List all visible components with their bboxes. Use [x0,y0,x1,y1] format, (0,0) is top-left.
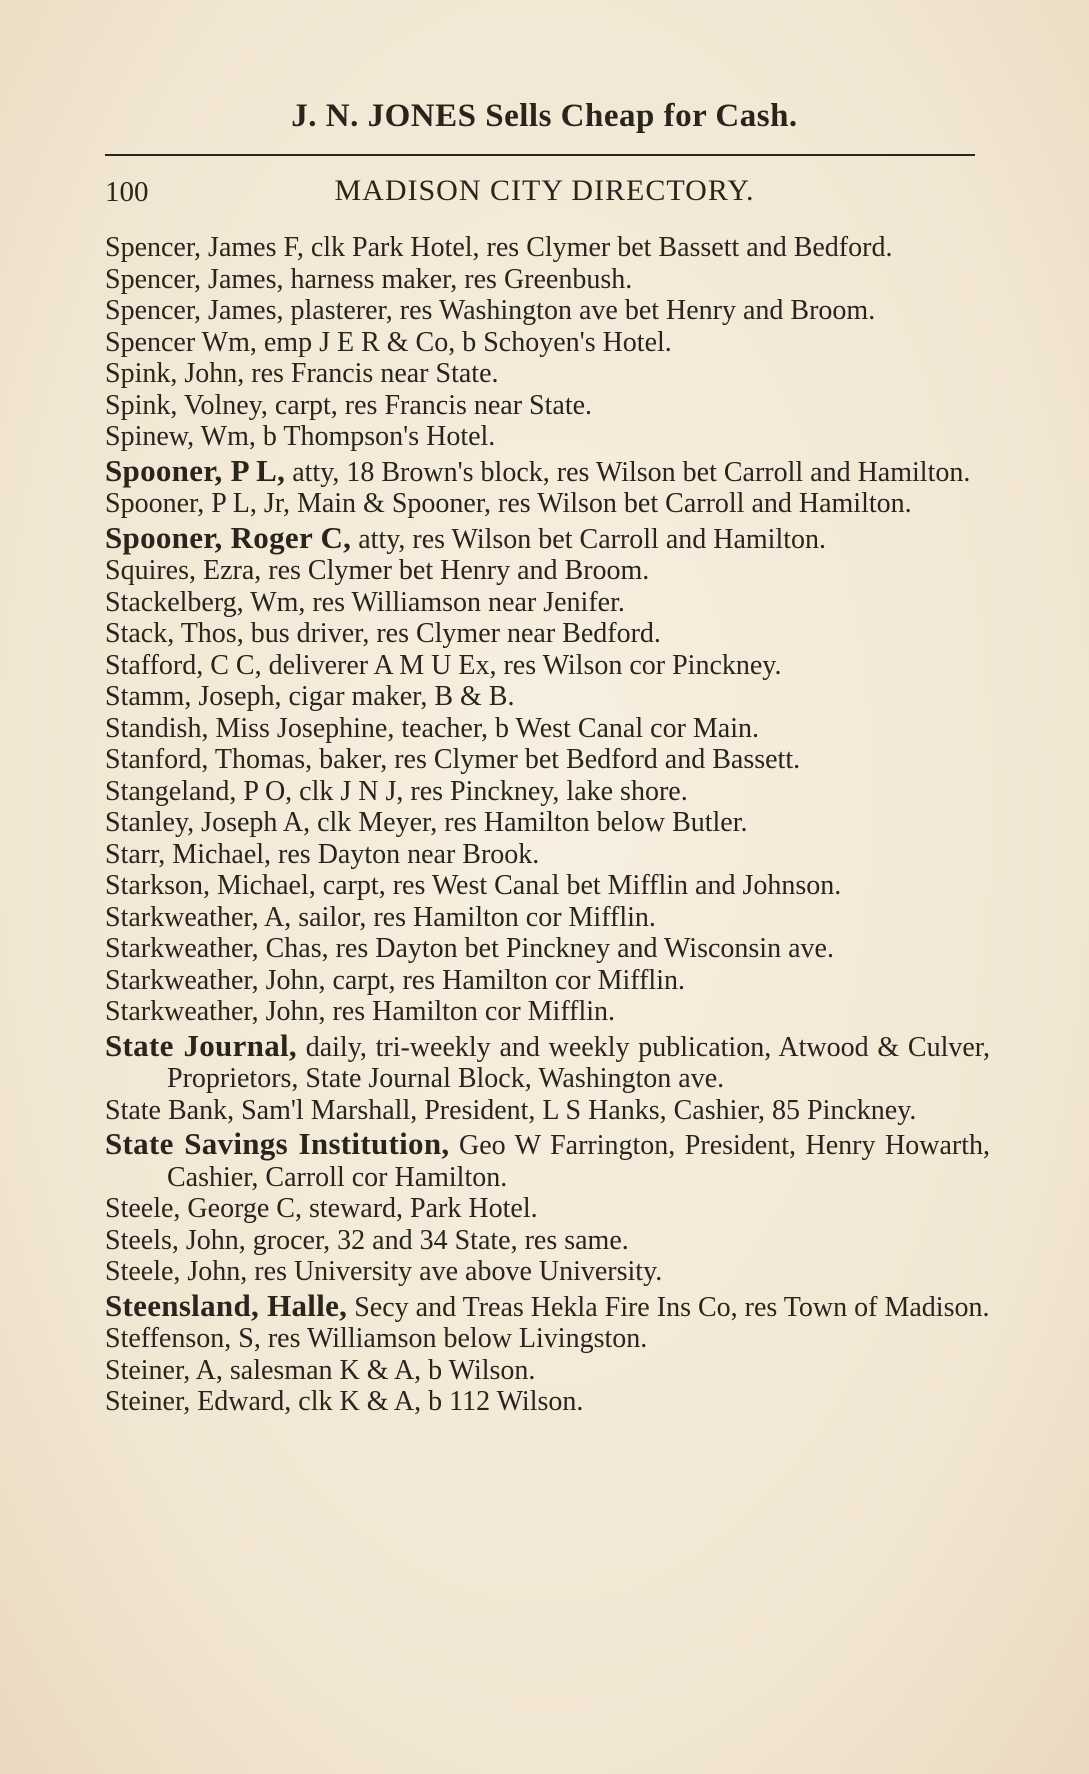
directory-entry [105,1193,990,1225]
directory-entry [105,650,990,682]
entry-text: Steiner, A, salesman K & A, b Wilson. [105,1354,536,1386]
directory-entry [105,1027,990,1095]
directory-entry [105,295,990,327]
entry-text: Spink, John, res Francis near State. [105,358,499,389]
directory-entry [105,232,990,264]
directory-entry [105,1095,990,1127]
running-head: J. N. JONES Sells Cheap for Cash. [291,98,798,134]
entry-text: Steels, John, grocer, 32 and 34 State, res same. [105,1224,629,1256]
entry-text: Starkson, Michael, carpt, res West Canal bet Mifflin and Johnson. [105,870,842,901]
directory-entry [105,1128,990,1193]
entry-text: Stanford, Thomas, baker, res Clymer bet Bedford and Bassett. [105,744,801,775]
header-rule [105,154,975,156]
directory-entry [105,713,990,745]
directory-entry [105,327,990,359]
directory-entry [105,264,990,296]
entry-text: Steele, George C, steward, Park Hotel. [105,1193,538,1224]
entry-text: Spencer, James, plasterer, res Washington ave bet Henry and Broom. [105,295,876,326]
directory-entry [105,965,990,997]
directory-entry [105,870,990,902]
entry-text: Stack, Thos, bus driver, res Clymer near Bedford. [105,618,661,649]
entry-text: Spencer Wm, emp J E R & Co, b Schoyen's Hotel. [105,326,672,358]
directory-entry [105,488,990,520]
entry-text: Starr, Michael, res Dayton near Brook. [105,838,540,870]
directory-entry [105,933,990,965]
entry-text: Secy and Treas Hekla Fire Ins Co, res Town of Madison. [347,1291,990,1323]
directory-entry [105,902,990,934]
entry-text: Spinew, Wm, b Thompson's Hotel. [105,421,496,452]
entry-text: State Bank, Sam'l Marshall, President, L S Hanks, Cashier, 85 Pinckney. [105,1094,917,1126]
entry-text: Spencer, James F, clk Park Hotel, res Clymer bet Bassett and Bedford. [105,232,893,263]
directory-entry [105,839,990,871]
directory-entry [105,555,990,587]
entry-text: Starkweather, John, res Hamilton cor Mifflin. [105,996,616,1027]
directory-entry [105,744,990,776]
directory-entry [105,681,990,713]
entry-text: Steffenson, S, res Williamson below Livingston. [105,1323,648,1354]
entry-text: Spencer, James, harness maker, res Greenbush. [105,263,633,295]
directory-entry [105,1355,990,1387]
entry-text: Spooner, P L, Jr, Main & Spooner, res Wilson bet Carroll and Hamilton. [105,488,912,519]
entry-text: Steiner, Edward, clk K & A, b 112 Wilson. [105,1386,584,1417]
entry-text: Stangeland, P O, clk J N J, res Pinckney, lake shore. [105,775,688,807]
directory-entry [105,421,990,453]
directory-entry [105,996,990,1028]
entry-text: Geo W Farrington, President, Henry Howarth, Cashier, Carroll cor Hamilton. [167,1130,990,1193]
directory-entry [105,1386,990,1418]
directory-entry [105,1225,990,1257]
entry-text: Squires, Ezra, res Clymer bet Henry and Broom. [105,555,650,586]
entry-text: Stanley, Joseph A, clk Meyer, res Hamilton below Butler. [105,807,748,838]
entry-text: Stackelberg, Wm, res Williamson near Jenifer. [105,586,625,618]
directory-entry [105,587,990,619]
directory-entries [105,232,990,1418]
entry-text: Starkweather, John, carpt, res Hamilton cor Mifflin. [105,964,685,996]
entry-text: daily, tri-weekly and weekly publication, Atwood & Culver, Proprietors, State Journal Block, Washington ave. [167,1031,990,1094]
entry-text: Stafford, C C, deliverer A M U Ex, res Wilson cor Pinckney. [105,649,782,681]
entry-bold-name: Spooner, P L, [105,452,286,488]
entry-bold-name: State Journal, [105,1027,297,1063]
directory-entry [105,390,990,422]
entry-text: atty, res Wilson bet Carroll and Hamilton. [351,523,827,555]
entry-bold-name: State Savings Institution, [105,1126,450,1161]
directory-entry [105,358,990,390]
entry-text: atty, 18 Brown's block, res Wilson bet Carroll and Hamilton. [285,456,971,488]
directory-entry [105,618,990,650]
entry-bold-name: Steensland, Halle, [105,1287,348,1323]
entry-bold-name: Spooner, Roger C, [105,519,352,555]
entry-text: Steele, John, res University ave above University. [105,1256,663,1287]
directory-entry [105,452,990,489]
entry-text: Starkweather, A, sailor, res Hamilton cor Mifflin. [105,901,656,933]
directory-entry [105,807,990,839]
entry-text: Starkweather, Chas, res Dayton bet Pinckney and Wisconsin ave. [105,933,834,964]
directory-entry [105,1323,990,1355]
directory-title: MADISON CITY DIRECTORY. [334,174,755,207]
entry-text: Stamm, Joseph, cigar maker, B & B. [105,681,515,712]
page-number: 100 [105,176,149,208]
entry-text: Standish, Miss Josephine, teacher, b West Canal cor Main. [105,712,759,744]
directory-entry [105,519,990,556]
entry-text: Spink, Volney, carpt, res Francis near State. [105,389,593,421]
directory-entry [105,1256,990,1288]
directory-entry [105,776,990,808]
directory-entry [105,1287,990,1324]
